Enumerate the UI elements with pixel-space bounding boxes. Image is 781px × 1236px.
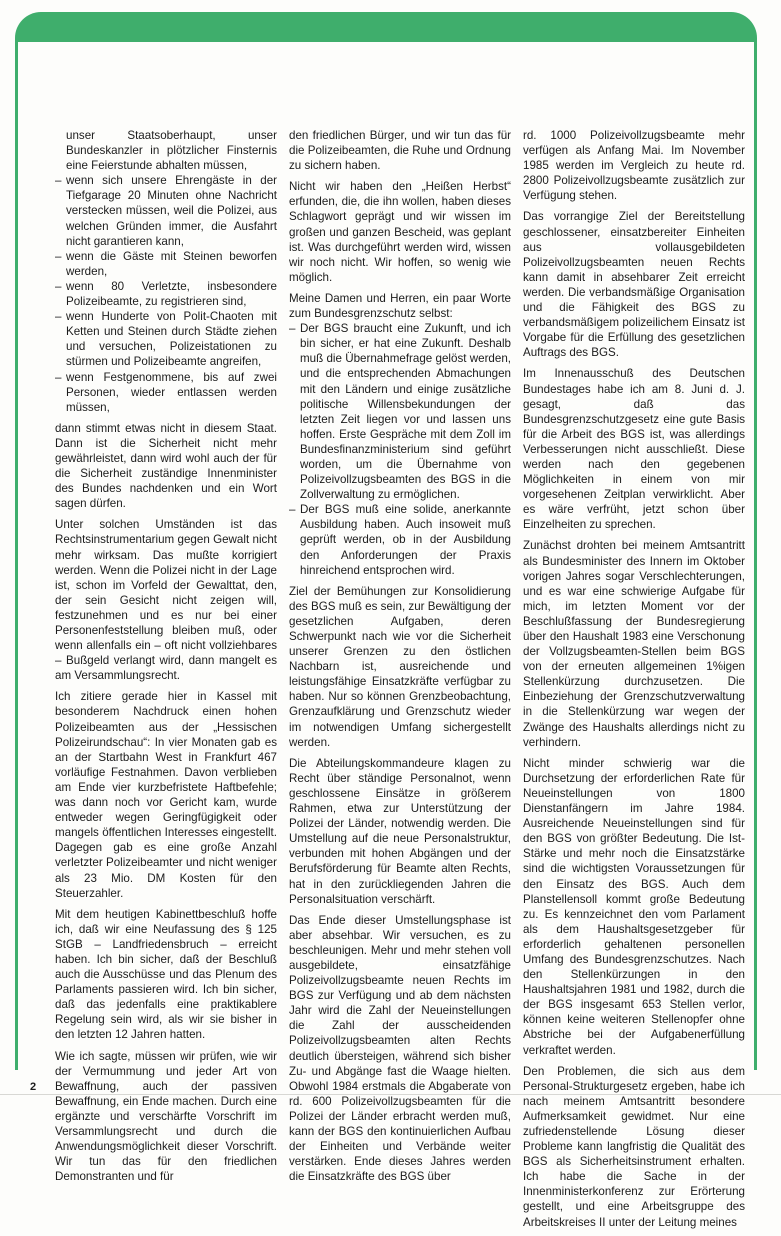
list-item [55, 173, 277, 248]
paragraph: Ich zitiere gerade hier in Kassel mit besonderem Nachdruck einen hohen Polizeibeamten aus der „Hessischen Polizeirundschau“: In vier Monaten gab es an der Startbahn West in Frankfurt 467 vorläufige Festnahmen. Davon verblieben am Ende vier kurzbefristete Haftbefehle; was dann noch vor Gericht kam, wurde entweder wegen Geringfügigkeit oder mangels öffentlichen Interesses eingestellt. Dagegen gab es eine große Anzahl verletzter Polizeibeamter und nicht weniger als 23 Mio. DM Kosten für den Steuerzahler. [55, 690, 277, 900]
text-column-2 [289, 128, 511, 1190]
list-item-text: wenn sich unsere Ehrengäste in der Tiefgarage 20 Minuten ohne Nachricht verstecken müssen, weil die Polizei, aus welchen Gründen immer, die Ausfahrt nicht garantieren kann, [66, 174, 277, 248]
list-item-text: Der BGS braucht eine Zukunft, und ich bin sicher, er hat eine Zukunft. Deshalb muß die Übernahmefrage gelöst werden, und die entsprechenden Abmachungen mit den Ländern und einige zusätzliche politische Willensbekundungen der letzten Zeit liegen vor und lassen uns hoffen. Erste Gespräche mit dem Zoll im Bundesfinanzministerium sind geführt worden, um die Übernahme von Polizeivollzugsbeamten des BGS in die Zollverwaltung zu ermöglichen. [300, 322, 511, 502]
dash-bullet-icon: – [55, 310, 62, 324]
list-item-text: wenn die Gäste mit Steinen beworfen werden, [66, 249, 277, 278]
page-number: 2 [30, 1081, 37, 1093]
text-column-1 [55, 128, 277, 1190]
paragraph: Mit dem heutigen Kabinettbeschluß hoffe ich, daß wir eine Neufassung des § 125 StGB – Landfriedensbruch – erreicht haben. Ich bin sicher, daß der Beschluß auch die Ausschüsse und das Plenum des Parlaments passieren wird. Ich bin sicher, daß das jedenfalls eine praktikablere Regelung sein wird, als wir sie bisher in den letzten 12 Jahren hatten. [55, 907, 277, 1042]
list-item [55, 309, 277, 369]
list-item [289, 502, 511, 577]
paragraph: Im Innenausschuß des Deutschen Bundestages habe ich am 8. Juni d. J. gesagt, daß das Bundesgrenzschutzgesetz eine gute Basis für die Arbeit des BGS ist, was allerdings Verbesserungen nicht ausschließt. Diese werden nach den gegebenen Möglichkeiten in einem von mir vorgesehenen Zeitplan verwirklicht. Aber es wäre verfrüht, jetzt schon über Einzelheiten zu sprechen. [523, 367, 745, 532]
paragraph: Das vorrangige Ziel der Bereitstellung geschlossener, einsatzbereiter Einheiten aus vollausgebildeten Polizeivollzugsbeamten neuen Rechts kann damit in absehbarer Zeit erreicht werden. Die verbandsmäßige Organisation und die Fähigkeit des BGS zu verbandsmäßigem polizeilichem Einsatz ist Vorgabe für die Erfüllung des gesetzlichen Auftrags des BGS. [523, 210, 745, 360]
list-item-continuation: unser Staatsoberhaupt, unser Bundeskanzler in plötzlicher Finsternis eine Feierstunde abhalten müssen, [66, 129, 277, 173]
paragraph: Nicht minder schwierig war die Durchsetzung der erforderlichen Rate für Neueinstellungen von 1800 Dienstanfängern im Jahre 1984. Ausreichende Neueinstellungen sind für den BGS von größter Bedeutung. Die Ist-Stärke und mehr noch die Einsatzstärke sind die wichtigsten Voraussetzungen für den Einsatz des BGS. Auch dem Planstellensoll kommt große Bedeutung zu. Es kennzeichnet den vom Parlament als dem Haushaltsgesetzgeber für erforderlich gehaltenen personellen Umfang des Bundesgrenzschutzes. Nach den Stellenkürzungen in den Haushaltsjahren 1981 und 1982, durch die der BGS insgesamt 653 Stellen verlor, können keine weiteren Stellenopfer ohne Abstriche bei der Aufgabenerfüllung verkraftet werden. [523, 756, 745, 1057]
list-item-text: wenn Festgenommene, bis auf zwei Personen, wieder entlassen werden müssen, [66, 370, 277, 414]
list-item-text: wenn 80 Verletzte, insbesondere Polizeibeamte, zu registrieren sind, [66, 279, 277, 309]
paragraph: Die Abteilungskommandeure klagen zu Recht über ständige Personalnot, wenn geschlossene Einsätze in größerem Rahmen, etwa zur Unterstützung der Polizei der Länder, notwendig werden. Die Umstellung auf die neue Personalstruktur, verbunden mit hohen Abgängen und der Berufsförderung für Beamte alten Rechts, hat in den zurückliegenden Jahren die Personalsituation verschärft. [289, 756, 511, 906]
list-item [55, 279, 277, 309]
dash-bullet-icon: – [55, 370, 62, 384]
dash-bullet-icon: – [289, 503, 296, 517]
paragraph: Unter solchen Umständen ist das Rechtsinstrumentarium gegen Gewalt nicht mehr wirksam. Das mußte korrigiert werden. Wenn die Polizei nicht in der Lage ist, schon im Vorfeld der Gewalttat, den, der sein Gesicht nicht zeigen will, festzunehmen und es nur bei einer Personenfeststellung bleiben muß, oder wenn allenfalls ein – oft nicht vollziehbares – Bußgeld verlangt wird, dann mangelt es am Versammlungsrecht. [55, 518, 277, 683]
paragraph: Meine Damen und Herren, ein paar Worte zum Bundesgrenzschutz selbst: [289, 291, 511, 321]
dash-bullet-icon: – [55, 279, 62, 293]
paragraph: Nicht wir haben den „Heißen Herbst“ erfunden, die, die ihn wollen, haben dieses Schlagwort geprägt und wir wissen im großen und ganzen Bescheid, was geplant ist. Was durchgeführt werden wird, wissen wir noch nicht. Wir hoffen, so wenig wie möglich. [289, 180, 511, 284]
list-item-text: Der BGS muß eine solide, anerkannte Ausbildung haben. Auch insoweit muß geprüft werden, ob in der Ausbildung den Anforderungen der Praxis hinreichend entsprochen wird. [300, 503, 511, 577]
list-item [55, 370, 277, 415]
paragraph: den friedlichen Bürger, und wir tun das für die Polizeibeamten, die Ruhe und Ordnung zu sichern haben. [289, 129, 511, 173]
paragraph: Den Problemen, die sich aus dem Personal-Strukturgesetz ergeben, habe ich nach meinem Amtsantritt besondere Aufmerksamkeit gewidmet. Nur eine zufriedenstellende Lösung dieser Probleme kann langfristig die Qualität des BGS als Sicherheitsinstrument erhalten. Ich habe die Sache in der Innenministerkonferenz zur Erörterung gestellt, und eine Arbeitsgruppe des Arbeitskreises II unter der Leitung meines [523, 1064, 745, 1229]
dash-bullet-icon: – [55, 174, 62, 188]
paragraph: Das Ende dieser Umstellungsphase ist aber absehbar. Wir versuchen, es zu beschleunigen. Mehr und mehr stehen voll ausgebildete, einsatzfähige Polizeivollzugsbeamte neuen Rechts im BGS zur Verfügung und ab dem nächsten Jahr wird die Zahl der Neueinstellungen die Zahl der ausscheidenden Polizeivollzugsbeamten alten Rechts deutlich übersteigen, während sich bisher Zu- und Abgänge fast die Waage hielten. Obwohl 1984 erstmals die Abgaberate von rd. 600 Polizeivollzugsbeamten für die Polizei der Länder erbracht werden muß, kann der BGS den kontinuierlichen Aufbau der Einheiten und Verbände weiter verstärken. Ende dieses Jahres werden die Einsatzkräfte des BGS über [289, 913, 511, 1184]
dash-bullet-icon: – [289, 322, 296, 336]
paragraph: Ziel der Bemühungen zur Konsolidierung des BGS muß es sein, zur Bewältigung der gesetzlichen Aufgaben, deren Schwerpunkt nach wie vor die Sicherheit unserer Grenzen zu den östlichen Nachbarn ist, ausreichende und leistungsfähige Einsatzkräfte verfügbar zu haben. Nur so können Grenzbeobachtung, Grenzaufklärung und Grenzschutz wieder im notwendigen Umfang sichergestellt werden. [289, 584, 511, 749]
paragraph: Wie ich sagte, müssen wir prüfen, wie wir der Vermummung und jeder Art von Bewaffnung, auch der passiven Bewaffnung, ein Ende machen. Durch eine ergänzte und verschärfte Vorschrift im Versammlungsrecht und durch die Anwendungsmöglichkeit dieser Vorschrift. Wir tun das für den friedlichen Demonstranten und für [55, 1049, 277, 1184]
paragraph: Zunächst drohten bei meinem Amtsantritt als Bundesminister des Innern im Oktober vorigen Jahres sogar Verschlechterungen, und es war eine schwierige Aufgabe für mich, im letzten Moment vor der Beschlußfassung der Bundesregierung über den Haushalt 1983 eine Verschonung der Vollzugsbeamten-Stellen beim BGS von der erneuten allgemeinen 1%igen Stellenkürzung durchzusetzen. Die Einbeziehung der Grenzschutzverwaltung in die Stellenkürzung war wegen der Zwänge des Haushalts allerdings nicht zu verhindern. [523, 539, 745, 749]
dash-bullet-icon: – [55, 249, 62, 263]
text-column-3 [523, 128, 745, 1236]
list-item-text: wenn Hunderte von Polit-Chaoten mit Ketten und Steinen durch Städte ziehen und versuchen, Polizeistationen zu stürmen und Polizeibeamte angreifen, [66, 310, 277, 369]
list-item [289, 321, 511, 502]
paragraph: dann stimmt etwas nicht in diesem Staat. Dann ist die Sicherheit nicht mehr gewährleistet, dann wird wohl auch der für die Sicherheit zuständige Innenminister des Bundes nachdenken und ein Wort sagen dürfen. [55, 421, 277, 511]
paragraph: rd. 1000 Polizeivollzugsbeamte mehr verfügen als Anfang Mai. Im November 1985 werden im Vergleich zu heute rd. 2800 Polizeivollzugsbeamte zusätzlich zur Verfügung stehen. [523, 129, 745, 203]
list-item [55, 249, 277, 279]
